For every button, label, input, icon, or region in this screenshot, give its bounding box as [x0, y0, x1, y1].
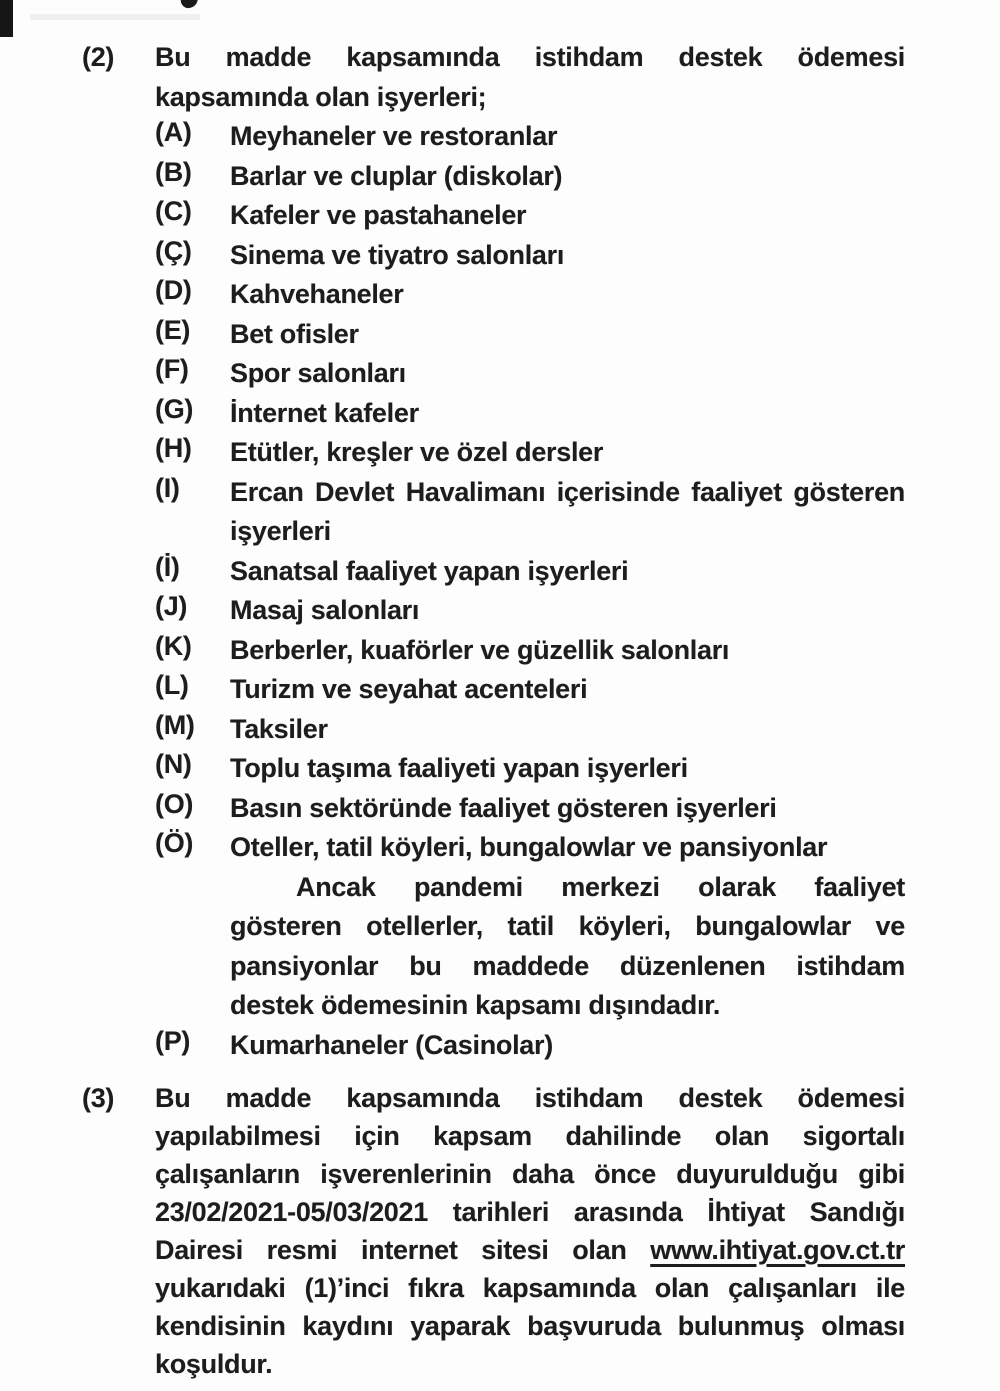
item-text [230, 315, 905, 355]
text-line: Kumarhaneler (Casinolar) [230, 1029, 553, 1060]
list-item [155, 631, 905, 671]
text-line [155, 1231, 905, 1269]
text-line: Meyhaneler ve restoranlar [230, 121, 558, 151]
text-line: Berberler, kuaförler ve güzellik salonları [230, 634, 730, 665]
item-note [230, 868, 905, 1026]
text-line: gösteren otellerler, tatil köyleri, bungalowlar ve [230, 911, 905, 941]
item-text [230, 631, 905, 671]
item-letter: (P) [155, 1025, 191, 1056]
list-item [155, 789, 905, 829]
item-letter: (M) [155, 709, 195, 740]
text-line: Kafeler ve pastahaneler [230, 200, 527, 230]
clause-number: (3) [82, 1083, 115, 1113]
website-url: www.ihtiyat.gov.ct.tr [650, 1235, 905, 1265]
list-item [155, 473, 905, 552]
item-text [230, 275, 905, 315]
item-letter: (K) [155, 630, 192, 661]
text-line: çalışanların işverenlerinin daha önce duyurulduğu gibi [155, 1159, 905, 1189]
item-letter: (Ç) [155, 235, 192, 266]
item-text [230, 749, 905, 789]
list-item [155, 236, 905, 276]
list-item [155, 433, 905, 473]
item-text [230, 433, 905, 473]
text-line: Bu madde kapsamında istihdam destek ödemesi [155, 42, 905, 72]
item-letter: (N) [155, 749, 192, 779]
text-line: Bu madde kapsamında istihdam destek ödemesi [155, 1083, 905, 1113]
scan-artifact-bar [0, 0, 13, 37]
clause-body [155, 38, 905, 1065]
text-line: destek ödemesinin kapsamı dışındadır. [230, 990, 721, 1020]
item-text [230, 828, 905, 868]
item-letter: (F) [155, 354, 189, 384]
item-text [230, 789, 905, 829]
text-line: Ercan Devlet Havalimanı içerisinde faaliyet gösteren [230, 476, 905, 507]
item-letter: (B) [155, 156, 192, 187]
text-line: Masaj salonları [230, 595, 420, 625]
text-line: 23/02/2021-05/03/2021 tarihleri arasında İhtiyat Sandığı [155, 1197, 905, 1227]
list-item [155, 394, 905, 434]
text-line: Sanatsal faaliyet yapan işyerleri [230, 555, 629, 586]
item-text [230, 117, 905, 157]
document-content [82, 38, 905, 1383]
scan-artifact-partial-glyph [180, 0, 198, 9]
item-text [230, 394, 905, 434]
item-text [230, 1026, 905, 1066]
text-line: Spor salonları [230, 358, 406, 388]
clause-number: (2) [82, 42, 115, 72]
clause-body [155, 1079, 905, 1383]
scan-artifact-smudge [30, 14, 200, 20]
list-item [155, 552, 905, 592]
item-letter: (A) [155, 117, 192, 147]
item-letter: (İ) [155, 551, 180, 582]
item-text [230, 552, 905, 592]
list-item [155, 315, 905, 355]
text-line: kendisinin kaydını yaparak başvuruda bulunmuş olması [155, 1311, 905, 1341]
list-item [155, 828, 905, 868]
text-line: kapsamında olan işyerleri; [155, 81, 487, 112]
text-line: İnternet kafeler [230, 397, 419, 428]
item-text [230, 710, 905, 750]
text-line: Bet ofisler [230, 318, 359, 349]
text-span: Dairesi resmi internet sitesi olan [155, 1235, 651, 1265]
list-item [155, 670, 905, 710]
list-item [155, 275, 905, 315]
item-letter: (I) [155, 472, 180, 503]
text-line: Ancak pandemi merkezi olarak faaliyet [296, 871, 905, 902]
item-letter: (O) [155, 788, 194, 819]
item-text [230, 670, 905, 710]
list-item [155, 117, 905, 157]
list-item [155, 591, 905, 631]
text-line: yapılabilmesi için kapsam dahilinde olan sigortalı [155, 1121, 905, 1151]
item-letter: (E) [155, 314, 191, 345]
item-letter: (C) [155, 196, 192, 226]
item-letter: (G) [155, 393, 194, 424]
list-item [155, 749, 905, 789]
text-line: pansiyonlar bu maddede düzenlenen istihdam [230, 950, 905, 981]
item-letter: (L) [155, 670, 189, 700]
text-line: koşuldur. [155, 1349, 273, 1379]
workplace-list [155, 117, 905, 1065]
text-line: Etütler, kreşler ve özel dersler [230, 437, 604, 467]
list-item [155, 157, 905, 197]
text-line: Basın sektöründe faaliyet gösteren işyerleri [230, 792, 777, 823]
list-item [155, 196, 905, 236]
item-text [230, 473, 905, 552]
text-line: Barlar ve cluplar (diskolar) [230, 160, 563, 191]
text-line: Sinema ve tiyatro salonları [230, 239, 565, 270]
item-text [230, 354, 905, 394]
list-item [155, 354, 905, 394]
text-line: işyerleri [230, 516, 331, 546]
text-line: Kahvehaneler [230, 279, 404, 309]
clause-3 [82, 1079, 905, 1383]
item-text [230, 196, 905, 236]
item-letter: (D) [155, 275, 192, 305]
text-line: yukarıdaki (1)’inci fıkra kapsamında olan çalışanları ile [155, 1273, 905, 1303]
text-line: Oteller, tatil köyleri, bungalowlar ve pansiyonlar [230, 832, 828, 862]
text-line: Turizm ve seyahat acenteleri [230, 674, 588, 704]
item-letter: (J) [155, 591, 188, 621]
list-item [155, 1026, 905, 1066]
text-line: Toplu taşıma faaliyeti yapan işyerleri [230, 753, 688, 783]
item-text [230, 236, 905, 276]
clause-intro [155, 38, 905, 117]
clause-2 [82, 38, 905, 1065]
text-line: Taksiler [230, 713, 328, 744]
item-text [230, 591, 905, 631]
item-letter: (Ö) [155, 828, 194, 858]
item-letter: (H) [155, 433, 192, 463]
item-text [230, 157, 905, 197]
list-item [155, 710, 905, 750]
